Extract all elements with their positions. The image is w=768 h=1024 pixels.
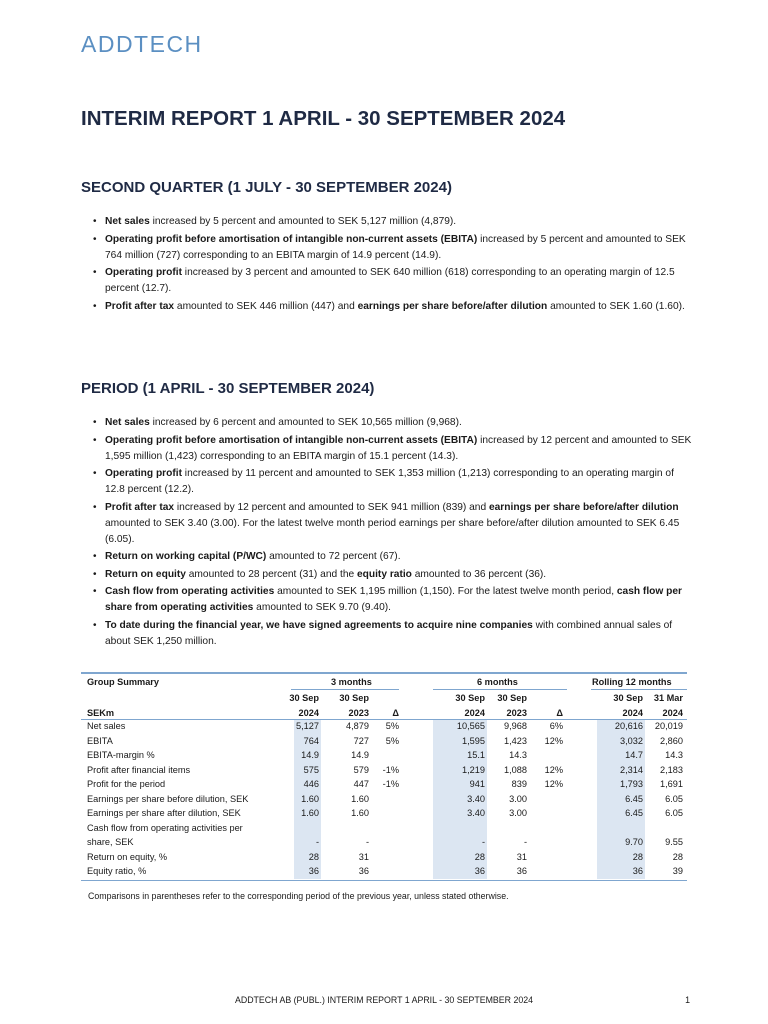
- table-cell: -: [365, 837, 369, 847]
- table-cell: 4,879: [346, 721, 369, 731]
- highlight-text: amounted to SEK 3.40 (3.00). For the latest twelve month period earnings per share before/after dilution amounted to SEK 6.45 (6.05).: [105, 517, 680, 545]
- highlight-bold-text: Operating profit: [105, 468, 182, 479]
- column-date: 30 Sep: [497, 693, 527, 703]
- table-cell: 1.60: [351, 793, 369, 804]
- highlight-text: increased by 5 percent and amounted to SEK 764 million (727) corresponding to an EBITA margin of 14.9 percent (14.9).: [105, 233, 686, 261]
- table-row: [81, 864, 687, 879]
- table-cell: 575: [303, 764, 319, 775]
- addtech-logo: ADDTECH: [81, 31, 203, 57]
- table-cell: 36: [516, 866, 527, 876]
- highlight-item: [93, 500, 693, 548]
- highlight-text: increased by 12 percent and amounted to SEK 1,595 million (1,423) corresponding to an EBITA margin of 15.1 percent (14.3).: [105, 434, 692, 462]
- highlight-item: [93, 415, 693, 431]
- column-year: 2024: [662, 707, 683, 718]
- table-cell: 31: [516, 851, 527, 862]
- table-cell: 941: [469, 779, 485, 789]
- table-cell: 12%: [544, 735, 563, 746]
- highlight-item: [93, 567, 693, 583]
- row-label: Profit for the period: [87, 779, 166, 789]
- table-cell: 1,793: [620, 779, 643, 789]
- table-cell: -: [523, 837, 527, 847]
- column-group-header: Rolling 12 months: [592, 676, 672, 687]
- table-cell: 6.45: [625, 793, 643, 804]
- highlight-text: amounted to SEK 9.70 (9.40).: [253, 602, 391, 613]
- table-cell: 12%: [544, 764, 563, 775]
- table-group-header-row: [81, 675, 687, 690]
- highlight-item: [93, 618, 693, 650]
- table-cell: 28: [672, 851, 683, 862]
- table-cell: -: [315, 837, 319, 847]
- table-cell: 764: [303, 735, 319, 746]
- table-cell: 3.00: [509, 793, 527, 804]
- table-year-row: [81, 706, 687, 721]
- highlight-text: amounted to 72 percent (67).: [266, 551, 401, 562]
- column-year: 2023: [506, 707, 527, 718]
- table-cell: -1%: [382, 779, 399, 789]
- highlight-text: amounted to SEK 446 million (447) and: [174, 300, 358, 312]
- row-label: Net sales: [87, 721, 126, 731]
- table-cell: 1,219: [462, 764, 485, 775]
- highlight-item: [93, 214, 693, 230]
- group-summary-table: [81, 672, 687, 876]
- column-date: 30 Sep: [339, 693, 369, 703]
- highlight-bold-text: earnings per share before/after dilution: [488, 501, 679, 513]
- table-cell: 36: [632, 866, 643, 876]
- table-cell: 3.00: [509, 808, 527, 818]
- group-underline: [591, 689, 687, 690]
- report-title: INTERIM REPORT 1 APRIL - 30 SEPTEMBER 2024: [81, 107, 566, 130]
- table-cell: 31: [358, 851, 369, 862]
- table-row: [81, 792, 687, 807]
- row-label: EBITA: [87, 735, 113, 746]
- table-cell: -1%: [382, 764, 399, 775]
- column-year: 2024: [298, 707, 319, 718]
- highlight-text: increased by 3 percent and amounted to SEK 640 million (618) corresponding to an operating margin of 12.5 percent (12.7).: [105, 267, 675, 294]
- table-cell: 2,314: [620, 764, 643, 775]
- highlight-item: [93, 549, 693, 565]
- highlight-bold-text: To date during the financial year, we have signed agreements to acquire nine companies: [105, 619, 533, 631]
- table-cell: 6.45: [625, 808, 643, 818]
- table-row: [81, 777, 687, 792]
- highlight-text: amounted to SEK 1.60 (1.60).: [547, 300, 685, 312]
- column-year: 2024: [464, 707, 485, 718]
- table-cell: 36: [358, 866, 369, 876]
- table-date-row: [81, 691, 687, 706]
- table-cell: 20,616: [614, 721, 643, 731]
- table-cell: 36: [474, 866, 485, 876]
- table-cell: 12%: [544, 779, 563, 789]
- table-cell: 6%: [549, 721, 563, 731]
- row-label: Cash flow from operating activities per: [87, 822, 243, 833]
- table-row: [81, 748, 687, 763]
- column-year: Δ: [392, 707, 399, 718]
- highlight-item: [93, 299, 693, 315]
- highlight-item: [93, 433, 693, 465]
- table-cell: 446: [303, 779, 319, 789]
- highlight-text: increased by 5 percent and amounted to SEK 5,127 million (4,879).: [149, 216, 457, 227]
- highlight-bold-text: Profit after tax: [105, 501, 175, 513]
- column-year: 2024: [622, 707, 643, 718]
- highlight-bold-text: Operating profit before amortisation of intangible non-current assets (EBITA): [105, 233, 478, 245]
- table-cell: 1.60: [301, 808, 319, 818]
- table-cell: 6.05: [665, 808, 683, 818]
- row-label: share, SEK: [87, 837, 134, 847]
- table-cell: 10,565: [456, 721, 485, 731]
- unit-label: SEKm: [87, 707, 115, 718]
- page-footer: ADDTECH AB (PUBL.) INTERIM REPORT 1 APRIL - 30 SEPTEMBER 2024: [234, 995, 534, 1005]
- table-cell: 1,691: [660, 779, 683, 789]
- table-cell: 1.60: [301, 793, 319, 804]
- highlight-text: amounted to 36 percent (36).: [411, 568, 547, 580]
- table-top-rule: [81, 672, 687, 674]
- table-row: [81, 835, 687, 850]
- highlight-bold-text: Cash flow from operating activities: [105, 586, 275, 597]
- table-cell: 727: [353, 735, 369, 746]
- highlight-bold-text: Net sales: [105, 417, 150, 428]
- table-cell: 9.55: [665, 837, 683, 847]
- highlight-item: [93, 265, 693, 297]
- highlight-item: [93, 466, 693, 498]
- row-label: EBITA-margin %: [87, 750, 155, 760]
- table-cell: 15.1: [467, 750, 485, 760]
- highlight-bold-text: Return on equity: [105, 568, 186, 580]
- table-cell: 14.9: [351, 750, 369, 760]
- column-group-header: 6 months: [477, 676, 518, 687]
- table-cell: 28: [632, 851, 643, 862]
- row-label: Return on equity, %: [87, 851, 168, 862]
- highlight-bold-text: Operating profit: [105, 267, 182, 278]
- highlight-bold-text: Operating profit before amortisation of intangible non-current assets (EBITA): [105, 434, 478, 446]
- table-cell: 14.3: [665, 750, 683, 760]
- table-cell: 579: [353, 764, 369, 775]
- table-row: [81, 763, 687, 778]
- highlight-bold-text: cash flow per share from operating activities: [105, 586, 682, 613]
- table-cell: 3.40: [467, 808, 485, 818]
- table-cell: 2,183: [660, 764, 683, 775]
- column-year: 2023: [348, 707, 369, 718]
- table-cell: 14.9: [301, 750, 319, 760]
- column-date: 30 Sep: [613, 693, 643, 703]
- row-label: Profit after financial items: [87, 764, 191, 775]
- row-label: Equity ratio, %: [87, 866, 147, 876]
- table-cell: 3.40: [467, 793, 485, 804]
- highlight-bold-text: Net sales: [105, 216, 150, 227]
- column-year: Δ: [556, 707, 563, 718]
- highlight-bold-text: earnings per share before/after dilution: [357, 300, 548, 312]
- column-date: 31 Mar: [653, 693, 683, 703]
- highlight-bold-text: Profit after tax: [105, 300, 175, 312]
- highlight-bold-text: Return on working capital (P/WC): [105, 551, 267, 562]
- table-cell: 39: [672, 866, 683, 876]
- section-heading-quarter: SECOND QUARTER (1 JULY - 30 SEPTEMBER 2024): [81, 179, 452, 196]
- highlight-text: amounted to SEK 1,195 million (1,150). For the latest twelve month period,: [274, 586, 617, 597]
- table-bottom-rule: [81, 880, 687, 881]
- group-underline: [291, 689, 399, 690]
- table-cell: 14.3: [509, 750, 527, 760]
- quarter-highlights-list: [93, 214, 693, 316]
- table-cell: 14.7: [625, 750, 643, 760]
- comparison-note: Comparisons in parentheses refer to the corresponding period of the previous year, unless stated otherwise.: [88, 891, 509, 901]
- table-cell: 36: [308, 866, 319, 876]
- table-row: [81, 821, 687, 836]
- table-cell: 3,032: [620, 735, 643, 746]
- table-row: [81, 719, 687, 734]
- group-underline: [433, 689, 567, 690]
- highlight-item: [93, 232, 693, 264]
- row-label: Earnings per share before dilution, SEK: [87, 793, 249, 804]
- table-cell: 2,860: [660, 735, 683, 746]
- highlight-text: increased by 12 percent and amounted to SEK 941 million (839) and: [174, 501, 489, 513]
- table-cell: 9,968: [504, 721, 527, 731]
- table-row: [81, 850, 687, 865]
- column-date: 30 Sep: [455, 693, 485, 703]
- highlight-bold-text: equity ratio: [356, 568, 412, 580]
- column-group-header: 3 months: [331, 676, 372, 687]
- table-cell: 1.60: [351, 808, 369, 818]
- page-number: 1: [685, 995, 690, 1005]
- table-cell: 1,088: [504, 764, 527, 775]
- table-cell: 5%: [385, 721, 399, 731]
- table-row: [81, 734, 687, 749]
- table-cell: -: [481, 837, 485, 847]
- column-date: 30 Sep: [289, 693, 319, 703]
- table-cell: 839: [511, 779, 527, 789]
- table-row: [81, 806, 687, 821]
- table-cell: 28: [308, 851, 319, 862]
- table-cell: 6.05: [665, 793, 683, 804]
- highlight-text: increased by 11 percent and amounted to SEK 1,353 million (1,213) corresponding to an operating margin of 12.8 percent (12.2).: [105, 468, 674, 495]
- table-cell: 1,423: [504, 735, 527, 746]
- row-label: Earnings per share after dilution, SEK: [87, 808, 241, 818]
- table-cell: 5,127: [296, 721, 319, 731]
- table-cell: 28: [474, 851, 485, 862]
- table-cell: 5%: [385, 735, 399, 746]
- section-heading-period: PERIOD (1 APRIL - 30 SEPTEMBER 2024): [81, 380, 375, 397]
- highlight-text: amounted to 28 percent (31) and the: [185, 568, 357, 580]
- table-cell: 447: [353, 779, 369, 789]
- highlight-text: increased by 6 percent and amounted to SEK 10,565 million (9,968).: [149, 417, 462, 428]
- highlight-text: with combined annual sales of about SEK 1,250 million.: [105, 619, 673, 647]
- period-highlights-list: [93, 415, 693, 651]
- table-title: Group Summary: [87, 676, 159, 687]
- table-cell: 1,595: [462, 735, 485, 746]
- table-cell: 20,019: [654, 721, 683, 731]
- highlight-item: [93, 584, 693, 616]
- table-cell: 9.70: [625, 837, 643, 847]
